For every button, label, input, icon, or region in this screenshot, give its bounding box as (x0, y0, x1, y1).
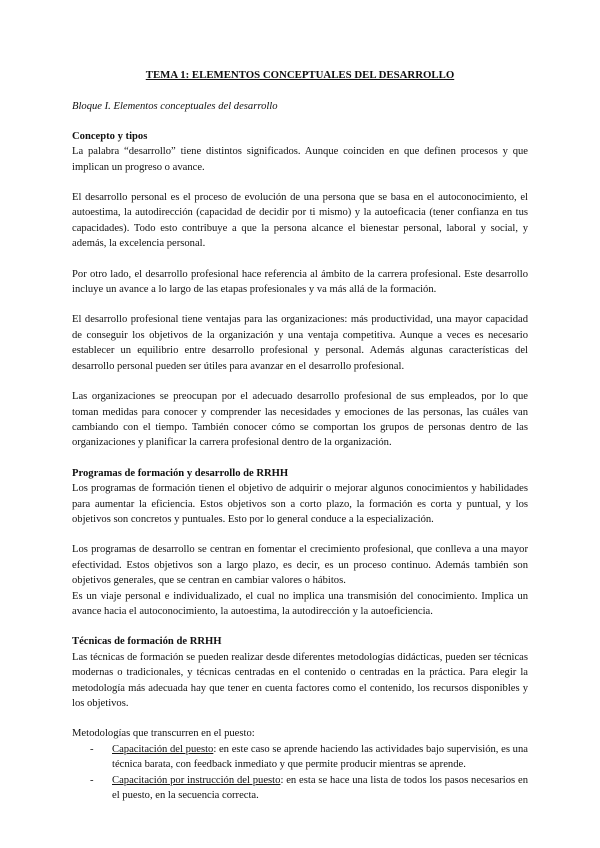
paragraph: Por otro lado, el desarrollo profesional hace referencia al ámbito de la carrera profesional. Este desarrollo incluye un avance a lo largo de las etapas profesionales y va más allá de la formación. (72, 268, 528, 296)
paragraph: Los programas de desarrollo se centran en fomentar el crecimiento profesional, que conlleva a una mayor efectividad. Estos objetivos son a largo plazo, es decir, es un proceso continuo. Además también son objetivos generales, que se centran en cambiar valores o hábitos. (72, 544, 528, 587)
dash-bullet: - (90, 743, 94, 755)
paragraph: La palabra “desarrollo” tiene distintos significados. Aunque coinciden en que definen procesos y que implican un progreso o avance. (72, 146, 528, 173)
paragraph: Las organizaciones se preocupan por el adecuado desarrollo profesional de sus empleados, por lo que toman medidas para conocer y comprender las necesidades y emociones de las personas, las cuáles van cambiando con el tiempo. También conocer cómo se comportan los grupos de personas dentro de las organizaciones y planificar la carrera profesional dentro de la organización. (72, 391, 528, 449)
list-item-term: Capacitación por instrucción del puesto (112, 774, 281, 786)
list-item-term: Capacitación del puesto (112, 743, 214, 755)
paragraph: Las técnicas de formación se pueden realizar desde diferentes metodologías didácticas, pueden ser técnicas modernas o tradicionales, y técnicas centradas en el contenido o centradas en la práctica. Para elegir la metodología más adecuada hay que tener en cuenta factores como el contenido, los recursos disponibles y los objetivos. (72, 651, 528, 709)
list-intro: Metodologías que transcurren en el puesto: (72, 728, 255, 740)
methods-list (72, 742, 528, 804)
paragraph: Los programas de formación tienen el objetivo de adquirir o mejorar algunos conocimientos y habilidades para aumentar la eficiencia. Estos objetivos son a corto plazo, la formación es corta y puntual, y los objetivos son concretos y puntuales. Esto por lo general conduce a la especialización. (72, 483, 528, 525)
section-heading-tecnicas: Técnicas de formación de RRHH (72, 636, 222, 648)
paragraph: Es un viaje personal e individualizado, el cual no implica una transmisión del conocimiento. Implica un avance hacia el autoconocimiento, la autoestima, la autodirección y la autoeficiencia. (72, 590, 528, 617)
list-item-text: : en esta se hace una lista de todos los pasos necesarios en el puesto, en la secuencia correcta. (112, 774, 529, 802)
section-heading-concepto: Concepto y tipos (72, 130, 148, 142)
list-item (72, 773, 528, 804)
dash-bullet: - (90, 774, 94, 786)
section-heading-programas: Programas de formación y desarrollo de RRHH (72, 467, 289, 479)
list-item (72, 742, 528, 773)
block-subtitle: Bloque I. Elementos conceptuales del desarrollo (72, 101, 278, 113)
document-title: TEMA 1: ELEMENTOS CONCEPTUALES DEL DESARROLLO (145, 69, 455, 81)
paragraph: El desarrollo profesional tiene ventajas para las organizaciones: más productividad, una mayor capacidad de conseguir los objetivos de la organización y una ventaja competitiva. Aunque a veces es necesario establecer un equilibrio entre desarrollo profesional y personal. Además algunas características del desarrollo personal pueden ser útiles para avanzar en el desarrollo profesional. (72, 314, 528, 372)
list-item-text: : en este caso se aprende haciendo las actividades bajo supervisión, es una técnica barata, con feedback inmediato y que permite producir mientras se aprende. (112, 743, 528, 771)
paragraph: El desarrollo personal es el proceso de evolución de una persona que se basa en el autoconocimiento, el autoestima, la autodirección (capacidad de decidir por ti mismo) y la autoeficacia (tener confianza en tus capacidades). Todo esto contribuye a que la persona alcance el bienestar personal, laboral y social, y además, la excelencia personal. (72, 192, 528, 250)
